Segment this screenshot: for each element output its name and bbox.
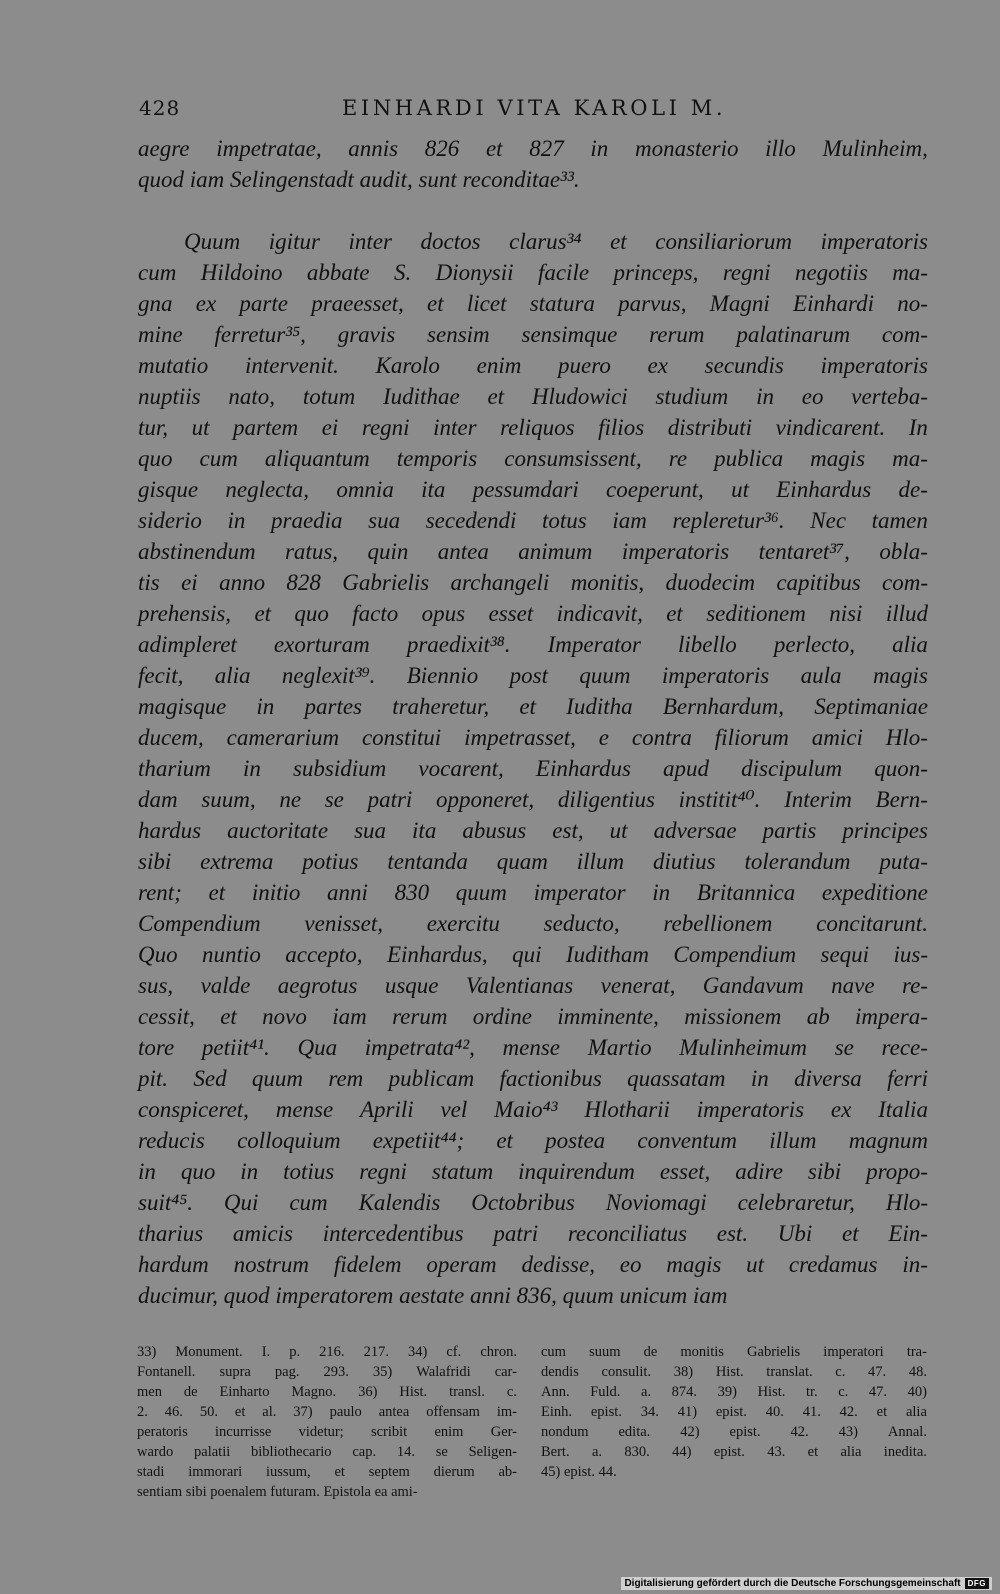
text-line: hardum nostrum fidelem operam dedisse, eo magis ut credamus in- [138,1252,928,1277]
text-line: dam suum, ne se patri opponeret, diligentius institit⁴⁰. Interim Bern- [138,787,928,812]
running-title: EINHARDI VITA KAROLI M. [342,96,727,120]
text-line: dendis consulit. 38) Hist. translat. c. 47. 48. [541,1364,927,1380]
text-line: siderio in praedia sua secedendi totus iam repleretur³⁶. Nec tamen [138,508,928,533]
text-line: Bert. a. 830. 44) epist. 43. et alia inedita. [541,1444,927,1460]
footnotes-right-column [541,1342,927,1482]
text-line: pit. Sed quum rem publicam factionibus quassatam in diversa ferri [138,1066,928,1091]
text-line: tis ei anno 828 Gabrielis archangeli monitis, duodecim capitibus com- [138,570,928,595]
digitization-credit [621,1577,992,1590]
text-line: mine ferretur³⁵, gravis sensim sensimque rerum palatinarum com- [138,322,928,347]
text-line: ducimur, quod imperatorem aestate anni 836, quum unicum iam [138,1283,728,1308]
text-line: nondum edita. 42) epist. 42. 43) Annal. [541,1424,927,1440]
main-text [138,133,928,1311]
text-line: sus, valde aegrotus usque Valentianas venerat, Gandavum nave re- [138,973,928,998]
text-line: Einh. epist. 34. 41) epist. 40. 41. 42. et alia [541,1404,927,1420]
text-line: Ann. Fuld. a. 874. 39) Hist. tr. c. 47. 40) [541,1384,927,1400]
paragraph-2 [138,226,928,1311]
text-line: conspiceret, mense Aprili vel Maio⁴³ Hlotharii imperatoris ex Italia [138,1097,928,1122]
text-line: quod iam Selingenstadt audit, sunt reconditae³³. [138,167,580,192]
text-line: tharius amicis intercedentibus patri reconciliatus est. Ubi et Ein- [138,1221,928,1246]
text-line: fecit, alia neglexit³⁹. Biennio post quum imperatoris aula magis [138,663,928,688]
text-line: stadi immorari iussum, et septem dierum ab- [137,1464,517,1480]
text-line: rent; et initio anni 830 quum imperator in Britannica expeditione [138,880,928,905]
text-line: peratoris incurrisse videtur; scribit enim Ger- [137,1424,517,1440]
text-line: mutatio intervenit. Karolo enim puero ex secundis imperatoris [138,353,928,378]
text-line: men de Einharto Magno. 36) Hist. transl. c. [137,1384,517,1400]
text-line: adimpleret exorturam praedixit³⁸. Imperator libello perlecto, alia [138,632,928,657]
text-line: Quum igitur inter doctos clarus³⁴ et consiliariorum imperatoris [184,229,928,254]
text-line: suit⁴⁵. Qui cum Kalendis Octobribus Noviomagi celebraretur, Hlo- [138,1190,928,1215]
text-line: 45) epist. 44. [541,1464,617,1480]
text-line: aegre impetratae, annis 826 et 827 in monasterio illo Mulinheim, [138,136,928,161]
paragraph-1 [138,133,928,195]
text-line: tur, ut partem ei regni inter reliquos filios distributi vindicarent. In [138,415,928,440]
text-line: quo cum aliquantum temporis consumsissent, re publica magis ma- [138,446,928,471]
paragraph-gap [138,195,928,226]
text-line: ducem, camerarium constitui impetrasset, e contra filiorum amici Hlo- [138,725,928,750]
text-line: Compendium venisset, exercitu seducto, rebellionem concitarunt. [138,911,928,936]
text-line: tore petiit⁴¹. Qua impetrata⁴², mense Martio Mulinheimum se rece- [138,1035,928,1060]
dfg-logo: DFG [965,1578,989,1589]
text-line: reducis colloquium expetiit⁴⁴; et postea conventum illum magnum [138,1128,928,1153]
text-line: sibi extrema potius tentanda quam illum diutius tolerandum puta- [138,849,928,874]
text-line: nuptiis nato, totum Iudithae et Hludowici studium in eo verteba- [138,384,928,409]
text-line: gna ex parte praeesset, et licet statura parvus, Magni Einhardi no- [138,291,928,316]
text-line: wardo palatii bibliothecario cap. 14. se Seligen- [137,1444,517,1460]
text-line: 2. 46. 50. et al. 37) paulo antea offensam im- [137,1404,517,1420]
text-line: 33) Monument. I. p. 216. 217. 34) cf. chron. [137,1344,517,1360]
page-number: 428 [139,96,181,120]
text-line: tharium in subsidium vocarent, Einhardus apud discipulum quon- [138,756,928,781]
footnotes-left-column [137,1342,517,1502]
text-line: cum Hildoino abbate S. Dionysii facile princeps, regni negotiis ma- [138,260,928,285]
text-line: sentiam sibi poenalem futuram. Epistola ea ami- [137,1484,418,1500]
text-line: gisque neglecta, omnia ita pessumdari coeperunt, ut Einhardus de- [138,477,928,502]
text-line: prehensis, et quo facto opus esset indicavit, et seditionem nisi illud [138,601,928,626]
text-line: cessit, et novo iam rerum ordine imminente, missionem ab impera- [138,1004,928,1029]
text-line: magisque in partes traheretur, et Iuditha Bernhardum, Septimaniae [138,694,928,719]
text-line: cum suum de monitis Gabrielis imperatori tra- [541,1344,927,1360]
text-line: Quo nuntio accepto, Einhardus, qui Iuditham Compendium sequi ius- [138,942,928,967]
credit-text: Digitalisierung gefördert durch die Deutsche Forschungsgemeinschaft [624,1578,961,1589]
text-line: Fontanell. supra pag. 293. 35) Walafridi car- [137,1364,517,1380]
text-line: in quo in totius regni statum inquirendum esset, adire sibi propo- [138,1159,928,1184]
text-line: hardus auctoritate sua ita abusus est, ut adversae partis principes [138,818,928,843]
text-line: abstinendum ratus, quin antea animum imperatoris tentaret³⁷, obla- [138,539,928,564]
